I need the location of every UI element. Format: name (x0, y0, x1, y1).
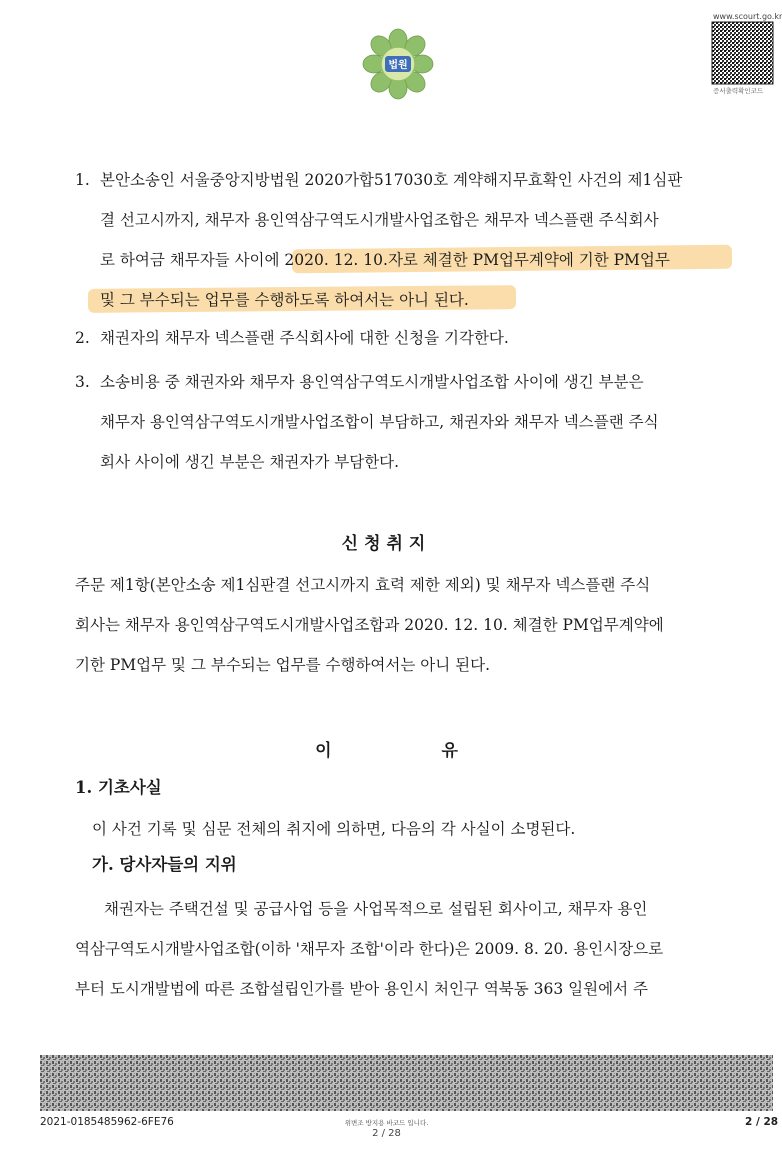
verification-qr-code (712, 22, 773, 84)
reasons-body-line-2: 역삼구역도시개발사업조합(이하 '채무자 조합'이라 한다)은 2009. 8. 20. 용인시장으로 (75, 940, 664, 958)
order-item-1-line-3: 로 하여금 채무자들 사이에 2020. 12. 10.자로 체결한 PM업무계약에 기한 PM업무 (100, 251, 670, 269)
qr-caption: 증서출력확인코드 (713, 87, 764, 95)
court-url: www.scourt.go.kr (713, 12, 782, 21)
order-item-3-line-3: 회사 사이에 생긴 부분은 채권자가 부담한다. (100, 453, 400, 471)
emblem-text: 법원 (388, 60, 408, 71)
order-item-1-line-2: 결 선고시까지, 채무자 용인역삼구역도시개발사업조합은 채무자 넥스플랜 주식회사 (100, 211, 659, 229)
reasons-title: 이 유 (315, 741, 510, 761)
court-emblem-logo (355, 22, 441, 108)
order-item-2-number: 2. (75, 329, 90, 347)
document-id: 2021-0185485962-6FE76 (40, 1116, 174, 1128)
order-item-1-line-4: 및 그 부수되는 업무를 수행하도록 하여서는 아니 된다. (100, 291, 469, 309)
page-number-center: 2 / 28 (372, 1128, 401, 1139)
claim-line-1: 주문 제1항(본안소송 제1심판결 선고시까지 효력 제한 제외) 및 채무자 넥스플랜 주식 (75, 576, 651, 594)
reasons-body-line-3: 부터 도시개발법에 따른 조합설립인가를 받아 용인시 처인구 역북동 363 일원에서 주 (75, 980, 648, 998)
reasons-body-line-1: 채권자는 주택건설 및 공급사업 등을 사업목적으로 설립된 회사이고, 채무자 용인 (104, 900, 648, 918)
order-item-3-line-2: 채무자 용인역삼구역도시개발사업조합이 부담하고, 채권자와 채무자 넥스플랜 주식 (100, 413, 659, 431)
order-item-3-line-1: 소송비용 중 채권자와 채무자 용인역삼구역도시개발사업조합 사이에 생긴 부분은 (100, 373, 644, 391)
order-item-1-number: 1. (75, 171, 90, 189)
page-number-right: 2 / 28 (745, 1116, 779, 1128)
order-item-3-number: 3. (75, 373, 90, 391)
order-item-2-line-1: 채권자의 채무자 넥스플랜 주식회사에 대한 신청을 기각한다. (100, 329, 509, 347)
claim-line-3: 기한 PM업무 및 그 부수되는 업무를 수행하여서는 아니 된다. (75, 656, 491, 674)
claim-title: 신청취지 (341, 534, 432, 554)
subsection-heading: 가. 당사자들의 지위 (92, 855, 237, 874)
reasons-intro: 이 사건 기록 및 심문 전체의 취지에 의하면, 다음의 각 사실이 소명된다. (92, 820, 576, 838)
barcode-notice: 위변조 방지용 바코드 입니다. (344, 1119, 429, 1127)
section-1-heading: 1. 기초사실 (75, 778, 162, 797)
claim-line-2: 회사는 채무자 용인역삼구역도시개발사업조합과 2020. 12. 10. 체결한 PM업무계약에 (75, 616, 664, 634)
order-item-1-line-1: 본안소송인 서울중앙지방법원 2020가합517030호 계약해지무효확인 사건의 제1심판 (100, 171, 683, 189)
anti-forgery-barcode (40, 1055, 773, 1111)
